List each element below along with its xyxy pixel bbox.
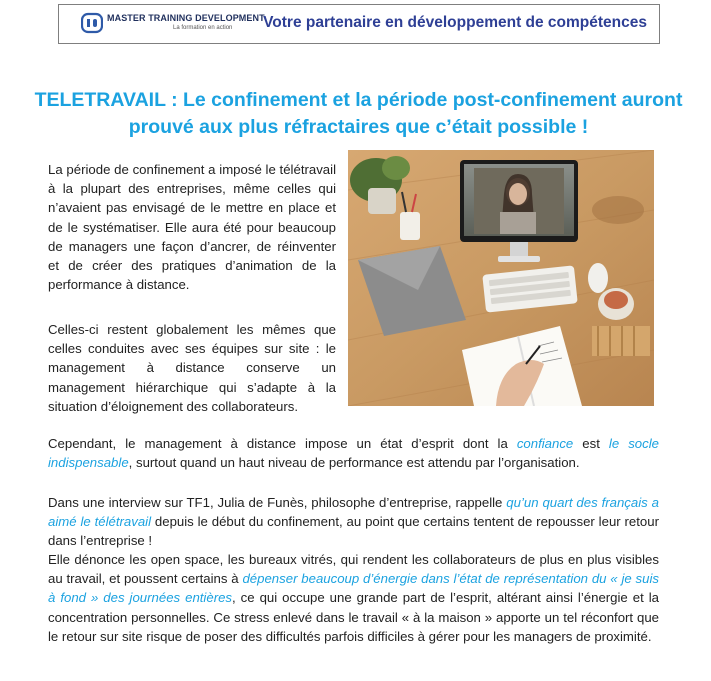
logo-mark-icon	[81, 12, 103, 34]
article-photo	[348, 150, 654, 406]
highlight-quart: qu’un quart des français a aimé le télétravail	[48, 495, 659, 530]
logo-name: MASTER TRAINING DEVELOPMENT	[107, 13, 265, 23]
logo-tagline: La formation en action	[173, 25, 233, 31]
paragraph-1: La période de confinement a imposé le télétravail à la plupart des entreprises, même celles qui n’avaient pas envisagé de le mettre en place et de le systématiser. Elle aura été pour beaucoup de managers une façon d’ancrer, de réinventer et de créer des pratiques d’animation de la performance à distance.	[48, 162, 336, 293]
article-title: TELETRAVAIL : Le confinement et la période post-confinement auront prouvé aux plus réfractaires que c’était possible !	[34, 89, 683, 138]
paragraph-5: Elle dénonce les open space, les bureaux vitrés, qui rendent les collaborateurs de plus en plus visibles au travail, et poussent certains à dépenser beaucoup d’énergie dans l’état de représentation du « je suis à fond » des journées entières, ce qui occupe une grande part de l’esprit, altérant ainsi l’énergie et la concentration personnelles. Ce stress enlevé dans le travail « à la maison » apporte un tel réconfort que le retour sur site risque de poser des difficultés parfois difficiles à gérer pour les managers de proximité.	[48, 552, 659, 644]
paragraph-4: Dans une interview sur TF1, Julia de Funès, philosophe d’entreprise, rappelle qu’un quart des français a aimé le télétravail depuis le début du confinement, au point que certains tentent de repousser leur retour dans l’entreprise !	[48, 495, 659, 549]
highlight-confiance: confiance	[516, 436, 574, 451]
remote-work-desk-illustration	[348, 150, 654, 406]
paragraph-2: Celles-ci restent globalement les mêmes que celles conduites avec ses équipes sur site : le management à distance conserve un management hiérarchique qui s’adapte à la situation d’éloignement des collaborateurs.	[48, 322, 336, 414]
company-logo	[81, 11, 265, 39]
header-tagline: Votre partenaire en développement de compétences	[263, 14, 647, 31]
highlight-socle: le socle indispensable	[48, 436, 659, 471]
highlight-energie: dépenser beaucoup d’énergie dans l’état de représentation du « je suis à fond » des journées entières	[48, 571, 659, 606]
paragraph-3: Cependant, le management à distance impose un état d’esprit dont la confiance est le socle indispensable, surtout quand un haut niveau de performance est attendu par l’organisation.	[48, 436, 659, 471]
header-banner	[58, 4, 660, 44]
